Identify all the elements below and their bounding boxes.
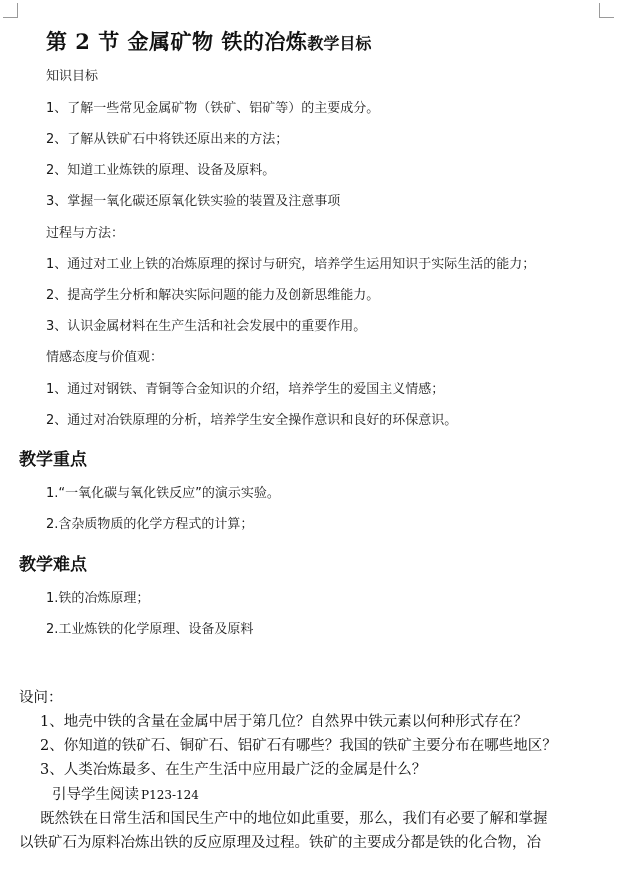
key-point-item: 2.含杂质物质的化学方程式的计算； [46,517,254,532]
key-point-item: 1.“一氧化碳与氧化铁反应”的演示实验。 [46,486,280,501]
question-item: 1、地壳中铁的含量在金属中居于第几位？自然界中铁元素以何种形式存在？ [40,714,528,730]
emotion-item: 2、通过对冶铁原理的分析，培养学生安全操作意识和良好的环保意识。 [46,413,458,428]
corner-mark-top-right [599,3,614,18]
questions-heading: 设问： [19,690,63,706]
paragraph-line: 既然铁在日常生活和国民生产中的地位如此重要，那么，我们有必要了解和掌握 [40,811,548,827]
reading-pages: P123-124 [141,788,199,802]
emotion-item: 1、通过对钢铁、青铜等合金知识的介绍，培养学生的爱国主义情感； [46,382,445,397]
process-item: 2、提高学生分析和解决实际问题的能力及创新思维能力。 [46,288,380,303]
difficulties-heading: 教学难点 [19,555,87,575]
emotion-heading: 情感态度与价值观： [46,350,164,365]
corner-mark-top-left [3,3,18,18]
title-main: 第 2 节 金属矿物 铁的冶炼 [46,29,308,54]
knowledge-item: 2、了解从铁矿石中将铁还原出来的方法； [46,132,289,147]
key-points-heading: 教学重点 [19,450,87,470]
question-item: 3、人类冶炼最多、在生产生活中应用最广泛的金属是什么？ [40,762,427,778]
process-heading: 过程与方法： [46,226,125,241]
difficulty-item: 1.铁的冶炼原理； [46,591,150,606]
page-title [46,26,371,56]
knowledge-heading: 知识目标 [46,69,99,84]
process-item: 3、认识金属材料在生产生活和社会发展中的重要作用。 [46,319,367,334]
reading-guide-label: 引导学生阅读 [52,787,139,803]
knowledge-item: 2、知道工业炼铁的原理、设备及原料。 [46,163,276,178]
process-item: 1、通过对工业上铁的冶炼原理的探讨与研究，培养学生运用知识于实际生活的能力； [46,257,536,272]
question-item: 2、你知道的铁矿石、铜矿石、铝矿石有哪些？我国的铁矿主要分布在哪些地区？ [40,738,557,754]
knowledge-item: 3、掌握一氧化碳还原氧化铁实验的装置及注意事项 [46,194,341,209]
title-sub: 教学目标 [307,34,372,53]
knowledge-item: 1、了解一些常见金属矿物（铁矿、铝矿等）的主要成分。 [46,101,380,116]
difficulty-item: 2.工业炼铁的化学原理、设备及原料 [46,622,254,637]
reading-guide [52,785,199,805]
paragraph-line: 以铁矿石为原料冶炼出铁的反应原理及过程。铁矿的主要成分都是铁的化合物，冶 [19,835,541,851]
